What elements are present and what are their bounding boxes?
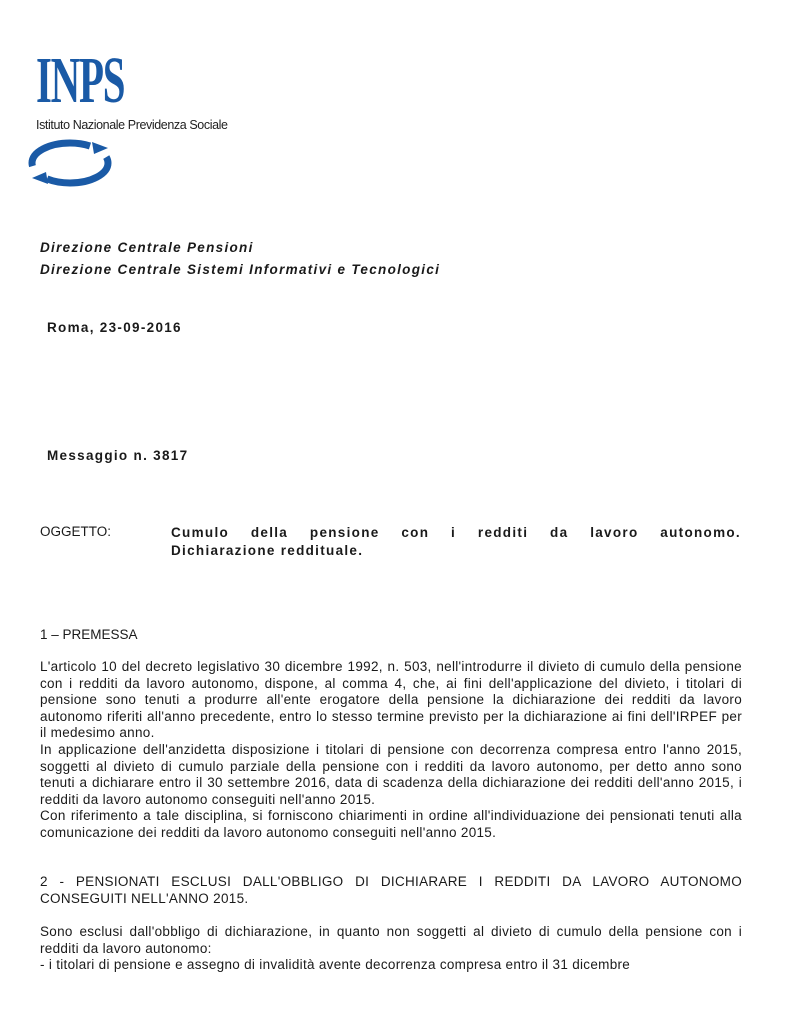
oggetto-text	[171, 524, 741, 560]
message-number: Messaggio n. 3817	[47, 448, 189, 463]
place-date: Roma, 23-09-2016	[47, 320, 182, 335]
logo-arrows-icon	[28, 138, 112, 188]
oggetto-line-1: Cumulo della pensione con i redditi da lavoro autonomo.	[171, 525, 741, 540]
logo-wordmark: INPS	[36, 44, 125, 117]
section-2-paragraph: Sono esclusi dall'obbligo di dichiarazione, in quanto non soggetti al divieto di cumulo della pensione con i redditi da lavoro autonomo:	[40, 924, 742, 956]
direzione-sistemi: Direzione Centrale Sistemi Informativi e Tecnologici	[40, 262, 441, 277]
section-1-paragraph: In applicazione dell'anzidetta disposizione i titolari di pensione con decorrenza compresa entro l'anno 2015, soggetti al divieto di cumulo parziale della pensione con i redditi da lavoro autonomo, per detto anno sono tenuti a dichiarare entro il 30 settembre 2016, data di scadenza della dichiarazione dei redditi dell'anno 2015, i redditi da lavoro autonomo conseguiti nell'anno 2015.	[40, 741, 742, 807]
direzione-pensioni: Direzione Centrale Pensioni	[40, 240, 254, 255]
logo-subtitle: Istituto Nazionale Previdenza Sociale	[36, 118, 228, 132]
section-1-body	[40, 659, 742, 842]
oggetto-label: OGGETTO:	[40, 524, 112, 539]
section-1-paragraph: Con riferimento a tale disciplina, si forniscono chiarimenti in ordine all'individuazione dei pensionati tenuti alla comunicazione dei redditi da lavoro autonomo conseguiti nell'anno 2015.	[40, 808, 742, 840]
section-1-title: 1 – PREMESSA	[40, 627, 138, 642]
section-2-title: 2 - PENSIONATI ESCLUSI DALL'OBBLIGO DI DICHIARARE I REDDITI DA LAVORO AUTONOMO CONSEGUITI NELL'ANNO 2015.	[40, 874, 742, 906]
section-1-paragraph: L'articolo 10 del decreto legislativo 30 dicembre 1992, n. 503, nell'introdurre il divieto di cumulo della pensione con i redditi da lavoro autonomo, dispone, al comma 4, che, ai fini dell'applicazione del divieto, i titolari di pensione sono tenuti a produrre all'ente erogatore della pensione la dichiarazione dei redditi da lavoro autonomo riferiti all'anno precedente, entro lo stesso termine previsto per la dichiarazione ai fini dell'IRPEF per il medesimo anno.	[40, 659, 742, 741]
section-2-body	[40, 924, 742, 974]
section-2-paragraph: - i titolari di pensione e assegno di invalidità avente decorrenza compresa entro il 31 dicembre	[40, 957, 631, 973]
oggetto-line-2: Dichiarazione reddituale.	[171, 543, 364, 558]
